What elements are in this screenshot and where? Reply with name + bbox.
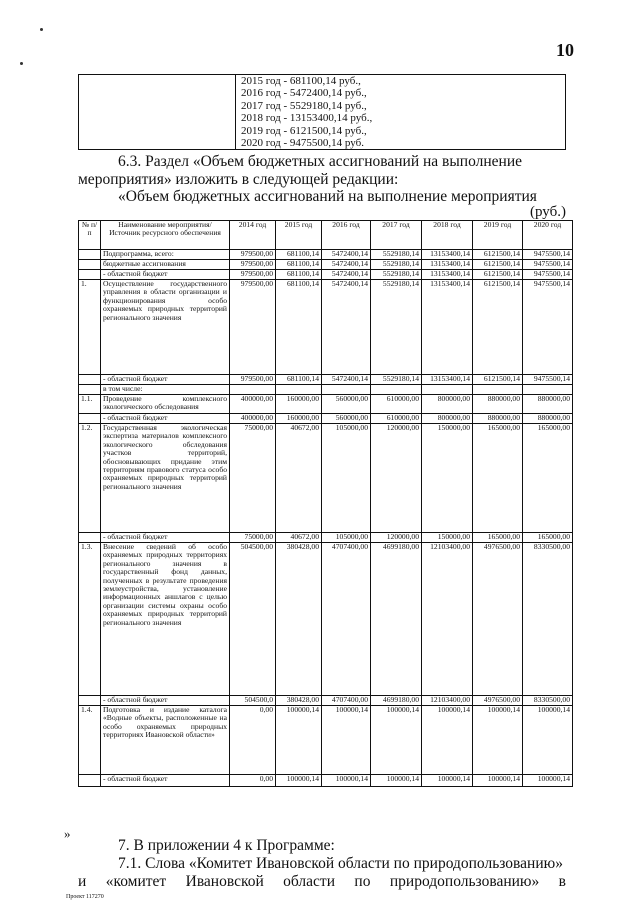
value-cell: 13153400,14 (422, 270, 473, 280)
value-cell: 40672,00 (276, 424, 322, 533)
table-row (79, 424, 573, 533)
value-cell: 4699180,00 (371, 543, 422, 696)
value-cell (473, 385, 523, 395)
value-cell: 13153400,14 (422, 375, 473, 385)
value-cell: 13153400,14 (422, 260, 473, 270)
value-cell: 8330500,00 (523, 696, 573, 706)
value-cell: 165000,00 (523, 424, 573, 533)
paragraph-7-1-line2: и «комитет Ивановской области по природопользованию» в (78, 873, 566, 890)
value-cell: 0,00 (230, 775, 276, 787)
row-index (79, 375, 101, 385)
value-cell: 6121500,14 (473, 375, 523, 385)
value-cell: 12103400,00 (422, 696, 473, 706)
value-cell: 5472400,14 (322, 280, 371, 375)
value-cell: 560000,00 (322, 414, 371, 424)
value-cell: 9475500,14 (523, 280, 573, 375)
value-cell: 979500,00 (230, 270, 276, 280)
funding-years-box (78, 74, 566, 150)
value-cell: 880000,00 (473, 395, 523, 414)
value-cell: 165000,00 (473, 424, 523, 533)
value-cell: 400000,00 (230, 414, 276, 424)
year-line: 2019 год - 6121500,14 руб., (241, 124, 367, 137)
value-cell: 5529180,14 (371, 280, 422, 375)
value-cell: 800000,00 (422, 414, 473, 424)
value-cell: 4707400,00 (322, 543, 371, 696)
value-cell: 160000,00 (276, 414, 322, 424)
value-cell: 380428,00 (276, 696, 322, 706)
value-cell: 100000,14 (371, 775, 422, 787)
value-cell: 9475500,14 (523, 250, 573, 260)
table-row (79, 543, 573, 696)
year-line: 2018 год - 13153400,14 руб., (241, 112, 373, 125)
scan-dot (20, 62, 23, 65)
value-cell: 150000,00 (422, 533, 473, 543)
row-name: Подпрограмма, всего: (101, 250, 230, 260)
row-index (79, 696, 101, 706)
row-name: в том числе: (101, 385, 230, 395)
value-cell: 681100,14 (276, 375, 322, 385)
header-cell: 2017 год (371, 221, 422, 250)
table-row (79, 250, 573, 260)
header-cell: 2016 год (322, 221, 371, 250)
row-index (79, 250, 101, 260)
table-row (79, 280, 573, 375)
value-cell: 4699180,00 (371, 696, 422, 706)
value-cell: 5472400,14 (322, 270, 371, 280)
header-cell: 2020 год (523, 221, 573, 250)
row-name: Проведение комплексного экологического обследования (101, 395, 230, 414)
value-cell: 100000,14 (523, 775, 573, 787)
header-cell: 2019 год (473, 221, 523, 250)
section-heading-line1: 6.3. Раздел «Объем бюджетных ассигнований на выполнение (118, 153, 523, 170)
value-cell: 880000,00 (523, 395, 573, 414)
section-heading-line3: «Объем бюджетных ассигнований на выполнение мероприятия (118, 188, 537, 205)
value-cell: 100000,14 (422, 775, 473, 787)
value-cell: 4976500,00 (473, 696, 523, 706)
value-cell: 12103400,00 (422, 543, 473, 696)
row-index: 1.2. (79, 424, 101, 533)
value-cell: 6121500,14 (473, 250, 523, 260)
value-cell: 165000,00 (523, 533, 573, 543)
table-row (79, 533, 573, 543)
scan-dot (40, 28, 43, 31)
row-name: - областной бюджет (101, 375, 230, 385)
value-cell: 880000,00 (523, 414, 573, 424)
value-cell: 5529180,14 (371, 270, 422, 280)
header-cell: 2018 год (422, 221, 473, 250)
footer-code: Проект 117270 (66, 894, 104, 900)
row-index (79, 775, 101, 787)
row-index: 1.3. (79, 543, 101, 696)
value-cell: 150000,00 (422, 424, 473, 533)
value-cell: 979500,00 (230, 250, 276, 260)
value-cell: 681100,14 (276, 280, 322, 375)
value-cell: 75000,00 (230, 424, 276, 533)
value-cell (523, 385, 573, 395)
unit-label: (руб.) (530, 204, 566, 220)
row-index (79, 270, 101, 280)
value-cell: 5472400,14 (322, 250, 371, 260)
value-cell: 6121500,14 (473, 260, 523, 270)
paragraph-7: 7. В приложении 4 к Программе: (118, 837, 335, 854)
table-row (79, 270, 573, 280)
box-divider (235, 75, 236, 149)
page-number: 10 (556, 40, 574, 60)
row-name: Государственная экологическая экспертиза материалов комплексного экологического обследования участков территорий, обосновывающих придание этим территориям правового статуса особо охраняемых природных территорий регионального значения (101, 424, 230, 533)
value-cell: 610000,00 (371, 395, 422, 414)
value-cell: 6121500,14 (473, 270, 523, 280)
value-cell: 100000,14 (371, 706, 422, 775)
header-cell: № п/п (79, 221, 101, 250)
value-cell: 610000,00 (371, 414, 422, 424)
table-row (79, 395, 573, 414)
value-cell: 100000,14 (322, 775, 371, 787)
value-cell: 9475500,14 (523, 270, 573, 280)
value-cell (276, 385, 322, 395)
budget-table (78, 220, 573, 787)
year-line: 2020 год - 9475500,14 руб. (241, 137, 364, 150)
year-line: 2015 год - 681100,14 руб., (241, 75, 361, 87)
table-row (79, 385, 573, 395)
value-cell: 100000,14 (322, 706, 371, 775)
year-line: 2017 год - 5529180,14 руб., (241, 99, 367, 112)
header-cell: Наименование мероприятия/Источник ресурсного обеспечения (101, 221, 230, 250)
row-name: Внесение сведений об особо охраняемых природных территориях регионального значения в государственный фонд данных, полученных в результате проведения землеустройства, установление информационных аншлагов с целью организации системы охраны особо охраняемых природных территорий регионального значения (101, 543, 230, 696)
row-name: Подготовка и издание каталога «Водные объекты, расположенные на особо охраняемых природных территориях Ивановской области» (101, 706, 230, 775)
value-cell: 120000,00 (371, 424, 422, 533)
value-cell (230, 385, 276, 395)
funding-years-list (241, 75, 372, 149)
section-heading-line2: мероприятия» изложить в следующей редакции: (78, 171, 399, 188)
value-cell: 979500,00 (230, 375, 276, 385)
value-cell: 0,00 (230, 706, 276, 775)
table-header-row (79, 221, 573, 250)
value-cell: 40672,00 (276, 533, 322, 543)
row-index (79, 414, 101, 424)
row-index: 1.1. (79, 395, 101, 414)
value-cell: 9475500,14 (523, 375, 573, 385)
value-cell: 400000,00 (230, 395, 276, 414)
row-index: 1.4. (79, 706, 101, 775)
value-cell: 100000,14 (276, 706, 322, 775)
value-cell: 504500,0 (230, 696, 276, 706)
row-name: - областной бюджет (101, 533, 230, 543)
row-name: - областной бюджет (101, 270, 230, 280)
value-cell: 380428,00 (276, 543, 322, 696)
value-cell: 4707400,00 (322, 696, 371, 706)
value-cell: 100000,14 (473, 706, 523, 775)
row-name: - областной бюджет (101, 414, 230, 424)
value-cell: 100000,14 (276, 775, 322, 787)
value-cell: 9475500,14 (523, 260, 573, 270)
value-cell: 100000,14 (422, 706, 473, 775)
value-cell: 681100,14 (276, 260, 322, 270)
value-cell: 8330500,00 (523, 543, 573, 696)
value-cell (322, 385, 371, 395)
table-row (79, 375, 573, 385)
value-cell (422, 385, 473, 395)
value-cell: 800000,00 (422, 395, 473, 414)
value-cell: 504500,00 (230, 543, 276, 696)
value-cell: 160000,00 (276, 395, 322, 414)
value-cell: 979500,00 (230, 280, 276, 375)
value-cell: 5472400,14 (322, 260, 371, 270)
row-name: бюджетные ассигнования (101, 260, 230, 270)
value-cell: 165000,00 (473, 533, 523, 543)
paragraph-7-1-line1: 7.1. Слова «Комитет Ивановской области по природопользованию» (118, 855, 563, 872)
value-cell: 979500,00 (230, 260, 276, 270)
row-index: 1. (79, 280, 101, 375)
value-cell: 5529180,14 (371, 260, 422, 270)
table-row (79, 706, 573, 775)
value-cell: 100000,14 (523, 706, 573, 775)
value-cell (371, 385, 422, 395)
row-index (79, 260, 101, 270)
value-cell: 681100,14 (276, 270, 322, 280)
value-cell: 5529180,14 (371, 375, 422, 385)
closing-quote: » (64, 826, 71, 841)
row-name: - областной бюджет (101, 696, 230, 706)
value-cell: 5472400,14 (322, 375, 371, 385)
value-cell: 560000,00 (322, 395, 371, 414)
table-row (79, 696, 573, 706)
table-row (79, 260, 573, 270)
table-row (79, 414, 573, 424)
row-name: Осуществление государственного управления в области организации и функционирования особо охраняемых природных территорий регионального значения (101, 280, 230, 375)
row-name: - областной бюджет (101, 775, 230, 787)
year-line: 2016 год - 5472400,14 руб., (241, 87, 367, 100)
row-index (79, 533, 101, 543)
header-cell: 2015 год (276, 221, 322, 250)
value-cell: 4976500,00 (473, 543, 523, 696)
value-cell: 105000,00 (322, 533, 371, 543)
value-cell: 5529180,14 (371, 250, 422, 260)
value-cell: 75000,00 (230, 533, 276, 543)
value-cell: 681100,14 (276, 250, 322, 260)
value-cell: 13153400,14 (422, 250, 473, 260)
value-cell: 880000,00 (473, 414, 523, 424)
row-index (79, 385, 101, 395)
table-row (79, 775, 573, 787)
value-cell: 6121500,14 (473, 280, 523, 375)
header-cell: 2014 год (230, 221, 276, 250)
value-cell: 13153400,14 (422, 280, 473, 375)
value-cell: 120000,00 (371, 533, 422, 543)
value-cell: 105000,00 (322, 424, 371, 533)
value-cell: 100000,14 (473, 775, 523, 787)
